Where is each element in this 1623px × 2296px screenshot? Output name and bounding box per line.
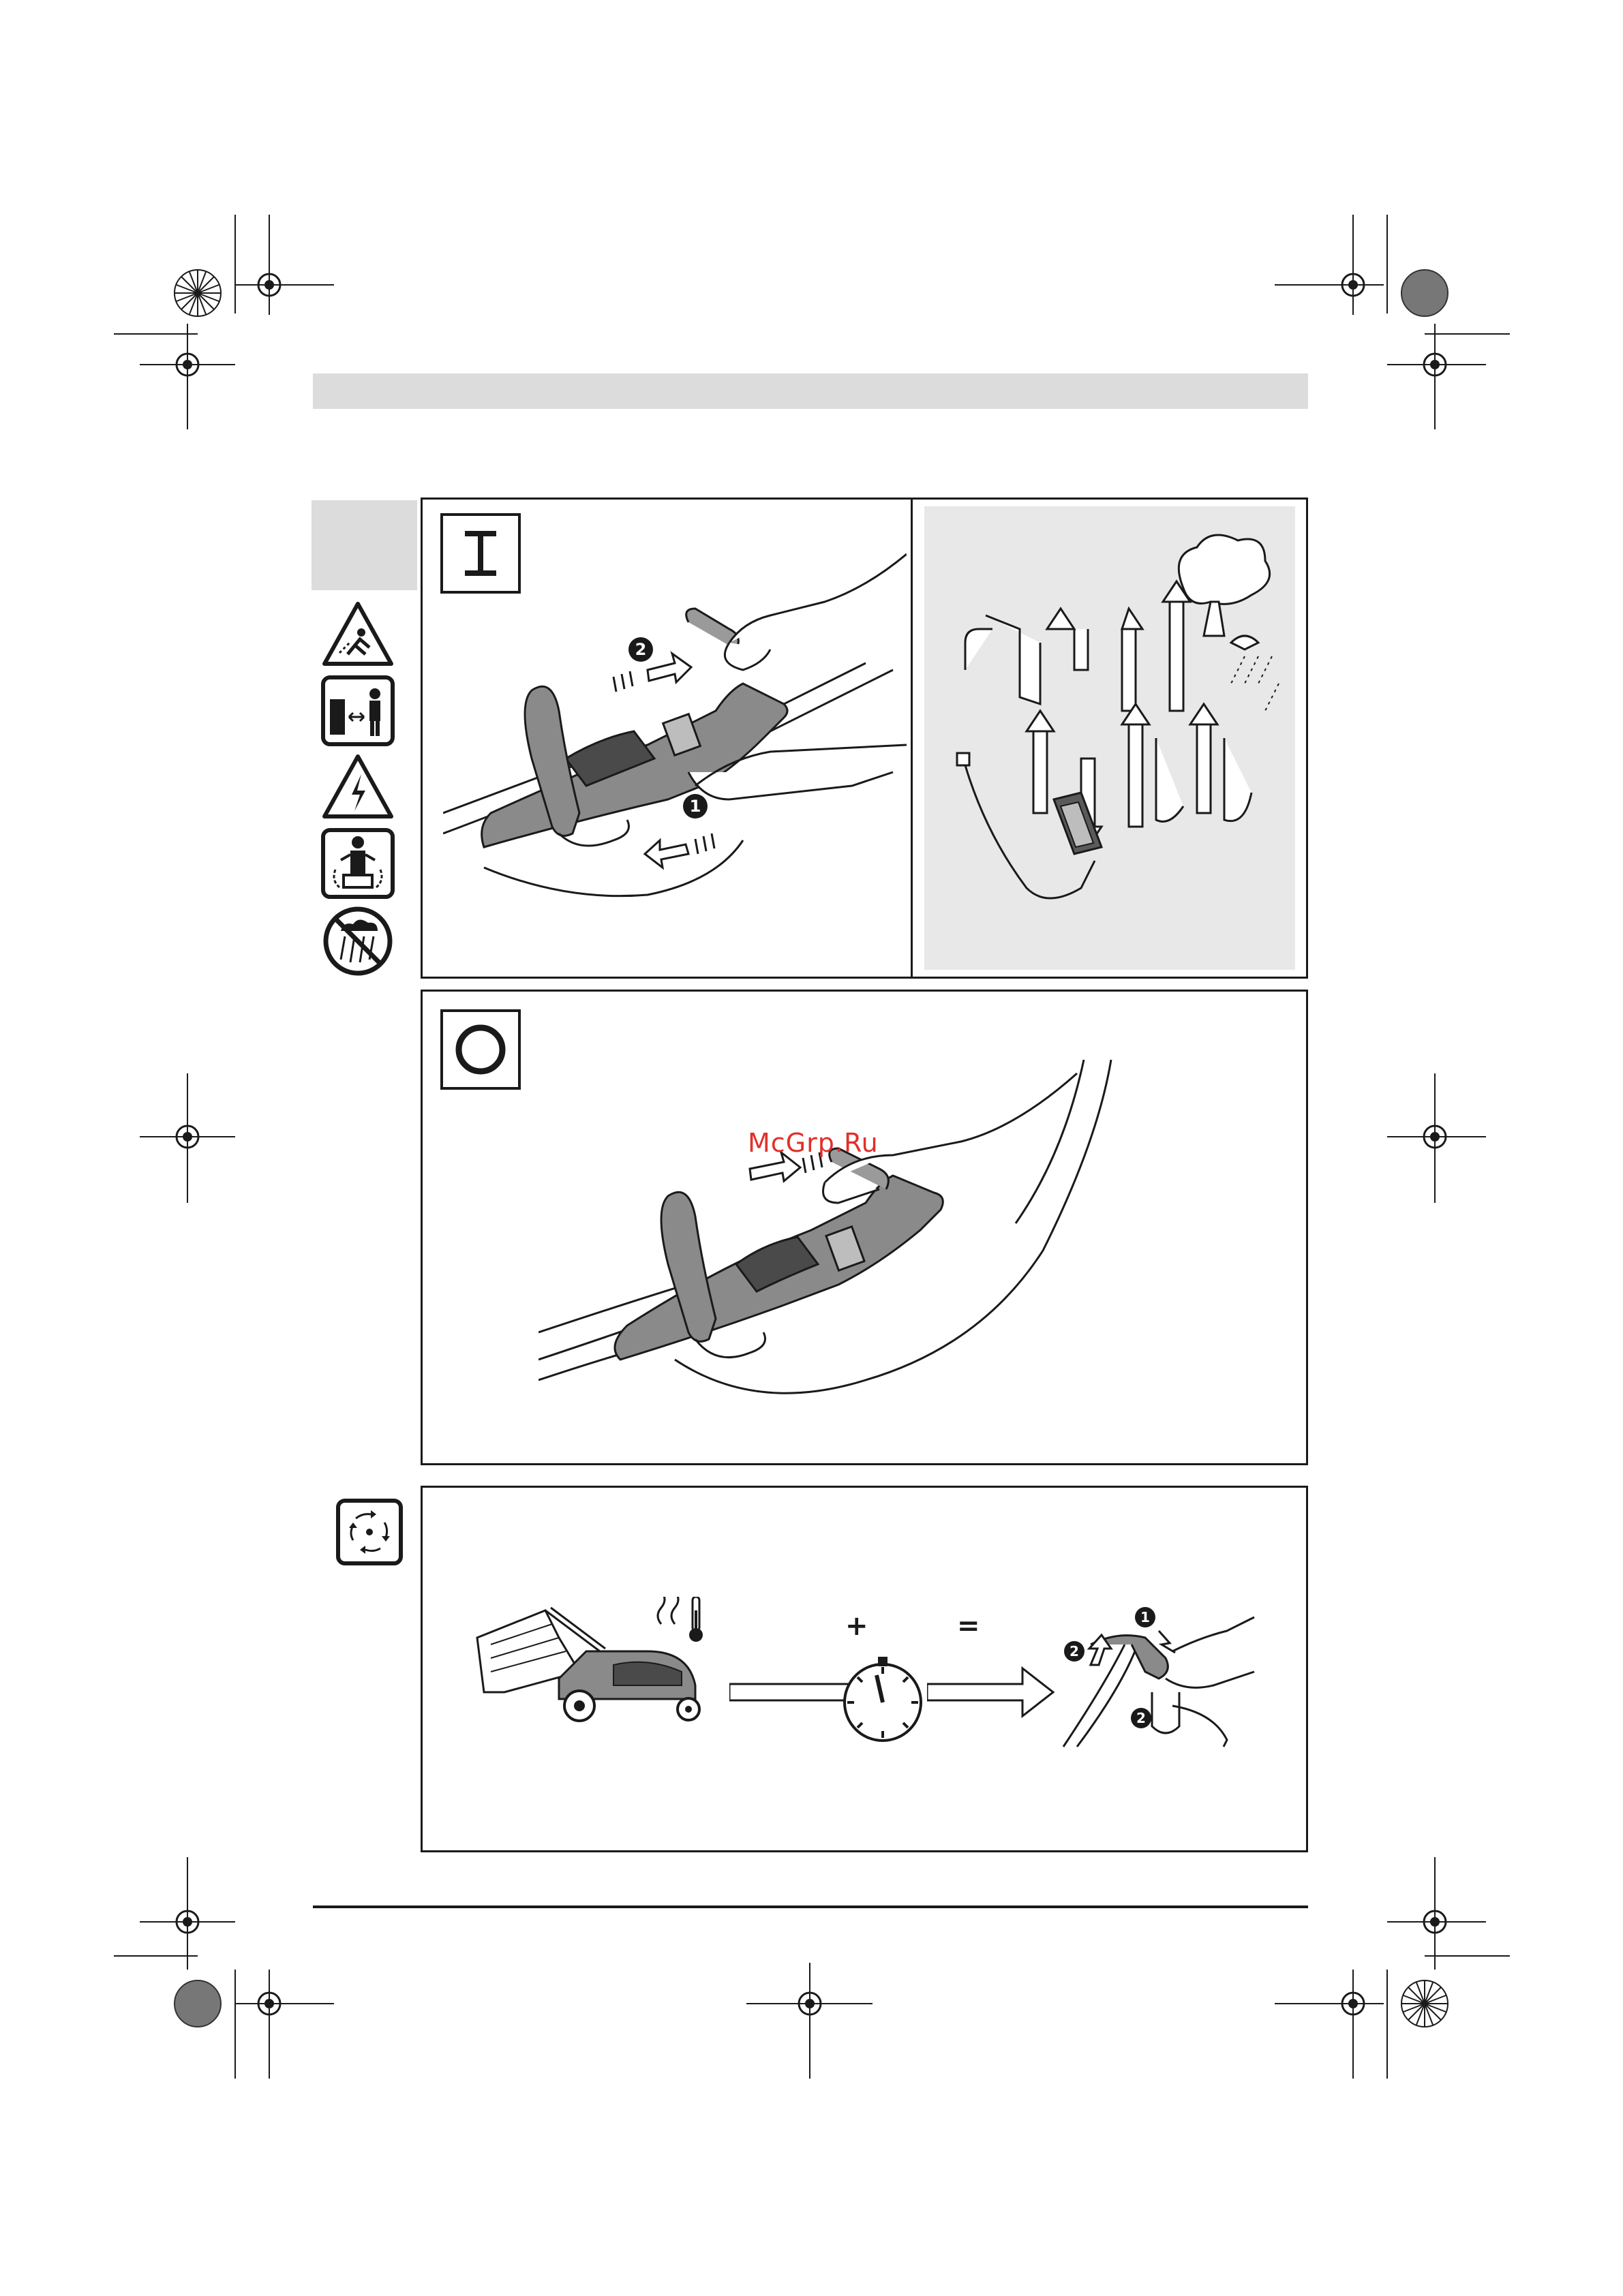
restart-hand-illustration [1050,1604,1275,1754]
bystanders-icon [320,827,395,900]
language-tab [312,500,417,590]
switch-on-panel [421,498,1308,979]
mower-hot-icon [464,1597,736,1747]
badge-step-2: 2 [635,640,647,659]
arrow-to-clock [729,1672,852,1713]
keep-distance-icon [320,675,395,747]
equals-sign: = [957,1610,980,1642]
restart-badge-2a: 2 [1070,1643,1079,1659]
header-bar [313,373,1308,409]
restart-badge-1: 1 [1140,1609,1150,1625]
electric-hazard-icon [320,752,395,821]
off-symbol-icon [443,1012,518,1087]
mowing-pattern-box [924,506,1295,970]
no-rain-icon [320,905,395,977]
footer-rule [313,1905,1308,1908]
off-symbol-box [440,1009,521,1090]
watermark-text: McGrp.Ru [748,1128,879,1158]
warning-flying-objects-icon [320,600,395,668]
switch-off-panel [421,990,1308,1465]
cooldown-panel [421,1486,1308,1852]
safety-icons-column [320,600,399,981]
plus-sign: + [845,1610,868,1642]
mowing-pattern-illustration [924,506,1295,970]
section-icon-box [335,1498,404,1566]
rotating-blade-icon [335,1498,404,1566]
switch-on-hand-illustration [443,513,907,970]
switch-off-hand-illustration [539,1060,1254,1441]
clock-icon [838,1651,927,1747]
badge-step-1: 1 [689,797,701,816]
panel-divider [911,500,913,977]
restart-badge-2b: 2 [1136,1710,1146,1726]
arrow-to-restart [927,1662,1057,1723]
